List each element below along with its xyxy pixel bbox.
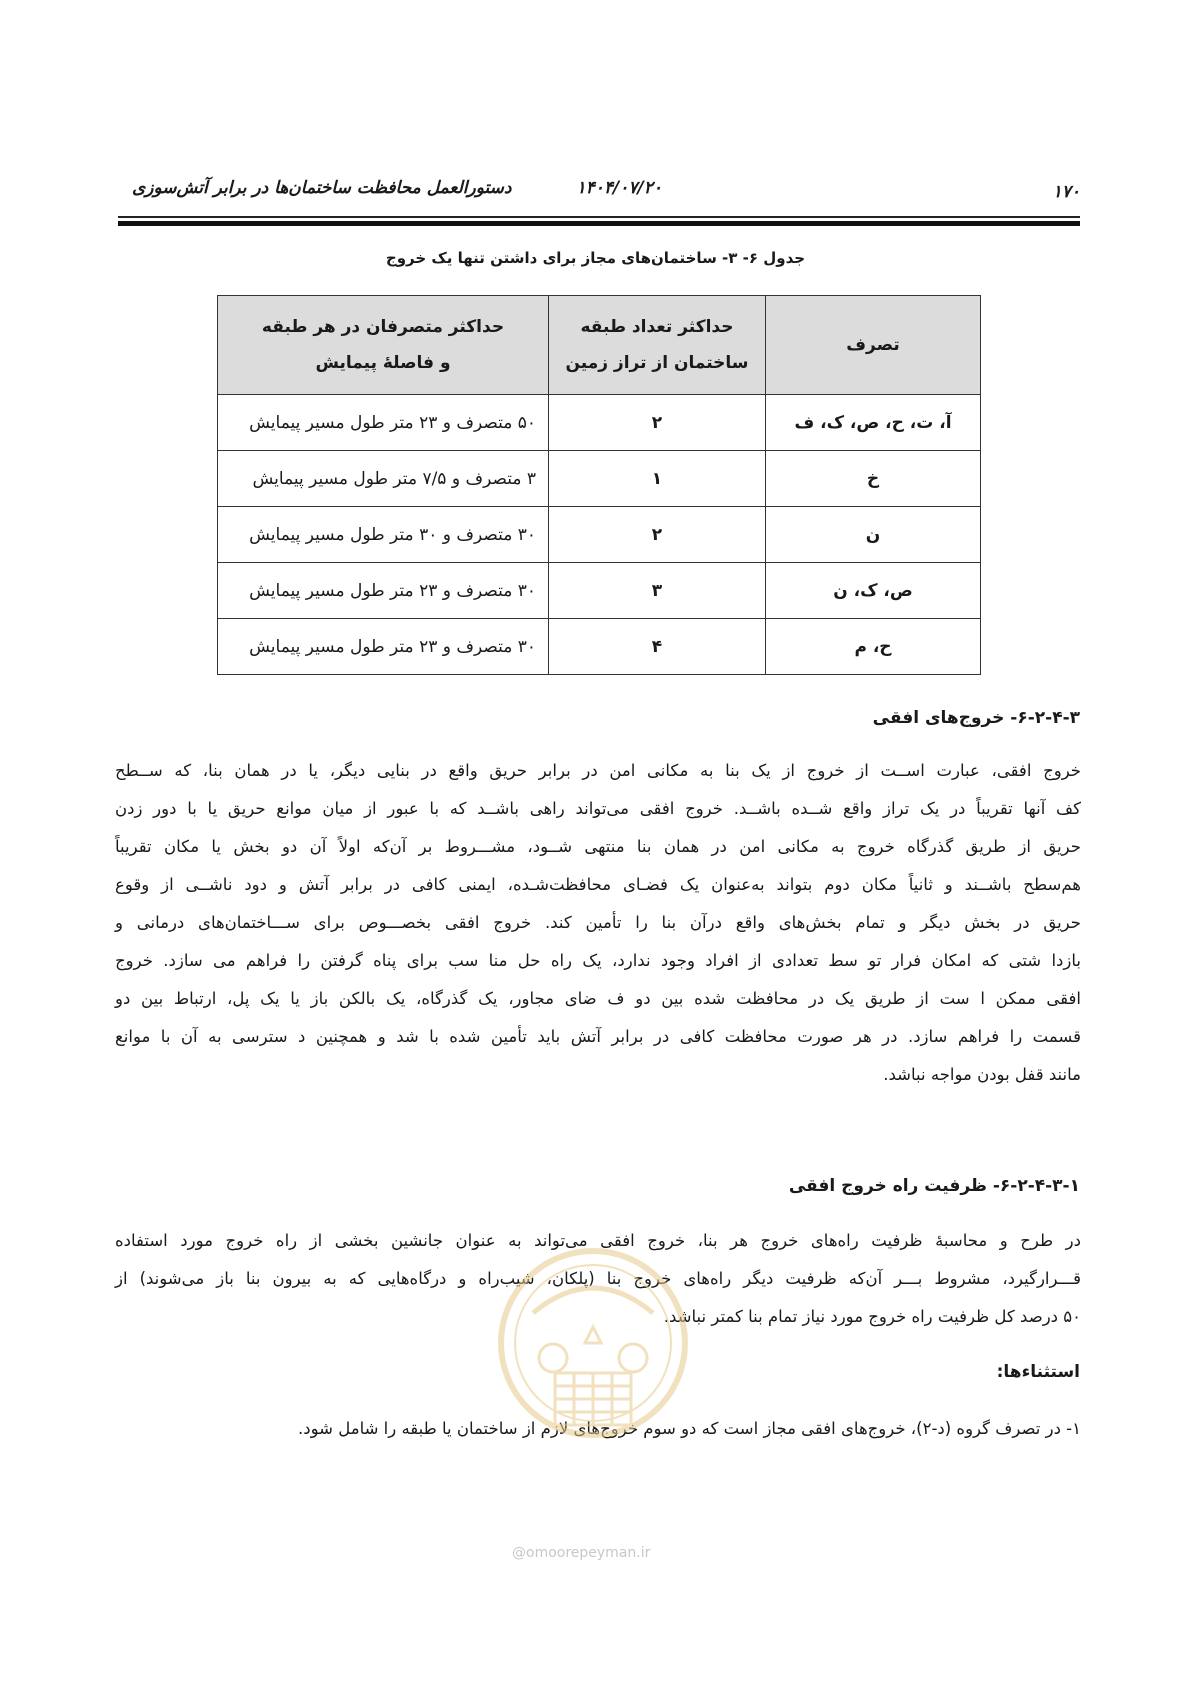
text-line: خروج افقی، عبارت اســت از خروج از یک بنا به مکانی امن در برابر حریق واقع در بنایی دیگر، یا در همان بنا، که ســطح [115, 761, 1081, 780]
cell-occupants: ۳۰ متصرف و ۳۰ متر طول مسیر پیمایش [218, 507, 549, 563]
table-row [218, 619, 981, 675]
text-line: مانند قفل بودن مواجه نباشد. [883, 1065, 1081, 1084]
cell-floors: ۲ [549, 395, 766, 451]
section-heading-horizontal-exits: ۶-۲-۴-۳- خروج‌های افقی [872, 708, 1080, 728]
exceptions-heading: استثناءها: [996, 1362, 1080, 1382]
header-occupants: حداکثر متصرفان در هر طبقه و فاصلۀ پیمایش [218, 296, 549, 395]
table-row [218, 507, 981, 563]
table-header-row [218, 296, 981, 395]
exception-item: ۱- در تصرف گروه (د-۲)، خروج‌های افقی مجاز است که دو سوم خروج‌های لازم از ساختمان یا طبقه را شامل شود. [298, 1419, 1081, 1438]
book-title: دستورالعمل محافظت ساختمان‌ها در برابر آتش‌سوزی [132, 178, 512, 198]
text-line: حریق از طریق گذرگاه خروج به مکانی امن در همان بنا منتهی شــود، مشـــروط بر آن‌که اولاً آن دو بخش یا مکان تقریباً [115, 837, 1081, 856]
header-rule-thin [118, 216, 1080, 218]
cell-floors: ۳ [549, 563, 766, 619]
cell-use: ن [766, 507, 981, 563]
text-line: در طرح و محاسبۀ ظرفیت راه‌های خروج هر بنا، خروج افقی می‌تواند به عنوان جانشین بخشی از راه خروج مورد استفاده [115, 1231, 1081, 1250]
table-row [218, 563, 981, 619]
cell-use: ص، ک، ن [766, 563, 981, 619]
header-rule-thick [118, 221, 1080, 226]
cell-floors: ۲ [549, 507, 766, 563]
cell-use: خ [766, 451, 981, 507]
header-floors: حداکثر تعداد طبقه ساختمان از تراز زمین [549, 296, 766, 395]
cell-floors: ۴ [549, 619, 766, 675]
text-line: ۵۰ درصد کل ظرفیت راه خروج مورد نیاز تمام بنا کمتر نباشد. [663, 1307, 1081, 1326]
header-date: ۱۴۰۴/۰۷/۲۰ [576, 178, 662, 198]
exits-table [217, 295, 981, 675]
paragraph-horizontal-exits [115, 752, 1081, 1094]
text-line: قسمت را فراهم سازد. در هر صورت محافظت کافی در برابر آتش باید تأمین شده با شد و همچنین د سترسی به آن با موانع [115, 1027, 1081, 1046]
watermark-logo-icon [493, 1243, 693, 1453]
text-line: افقی ممکن ا ست از طریق یک در محافظت شده بین دو ف ضای مجاور، یک گذرگاه، یک بالکن باز یا یک پل، ارتباط بین دو [115, 989, 1081, 1008]
cell-occupants: ۳ متصرف و ۷/۵ متر طول مسیر پیمایش [218, 451, 549, 507]
text-line: کف آنها تقریباً در یک تراز واقع شــده باشــد. خروج افقی می‌تواند راهی باشــد که با عبور از میان موانع حریق یا با دور زدن [115, 799, 1081, 818]
text-line: حریق در بخش دیگر و تمام بخش‌های واقع درآن بنا را تأمین کند. خروج افقی بخصـــوص برای ســـاختمان‌های درمانی و [115, 913, 1081, 932]
cell-occupants: ۳۰ متصرف و ۲۳ متر طول مسیر پیمایش [218, 619, 549, 675]
cell-occupants: ۵۰ متصرف و ۲۳ متر طول مسیر پیمایش [218, 395, 549, 451]
cell-use: ح، م [766, 619, 981, 675]
header-use: تصرف [766, 296, 981, 395]
table-row [218, 451, 981, 507]
text-line: هم‌سطح باشــند و ثانیاً مکان دوم بتواند به‌عنوان یک فضـای محافظت‌شـده، ایمنی کافی در برابر آتش و دود ناشــی از وقوع [115, 875, 1081, 894]
page-number: ۱۷۰ [1052, 182, 1080, 202]
table-caption: جدول ۶- ۳- ساختمان‌های مجاز برای داشتن تنها یک خروج [385, 249, 806, 267]
cell-occupants: ۳۰ متصرف و ۲۳ متر طول مسیر پیمایش [218, 563, 549, 619]
cell-floors: ۱ [549, 451, 766, 507]
text-line: بازدا شتی که امکان فرار تو سط تعدادی از افراد وجود ندارد، یک راه حل منا سب برای پناه گرفتن را فراهم می سازد. خروج [115, 951, 1081, 970]
text-line: قـــرارگیرد، مشروط بـــر آن‌که ظرفیت دیگر راه‌های خروج بنا (پلکان، شیب‌راه و درگاه‌هایی که به بیرون بنا باز می‌شوند) از [115, 1269, 1081, 1288]
table-row [218, 395, 981, 451]
cell-use: آ، ت، ح، ص، ک، ف [766, 395, 981, 451]
page-header [128, 176, 1080, 210]
watermark-url: @omoorepeyman.ir [512, 1545, 651, 1561]
section-heading-capacity: ۶-۲-۴-۳-۱- ظرفیت راه خروج افقی [788, 1176, 1080, 1196]
